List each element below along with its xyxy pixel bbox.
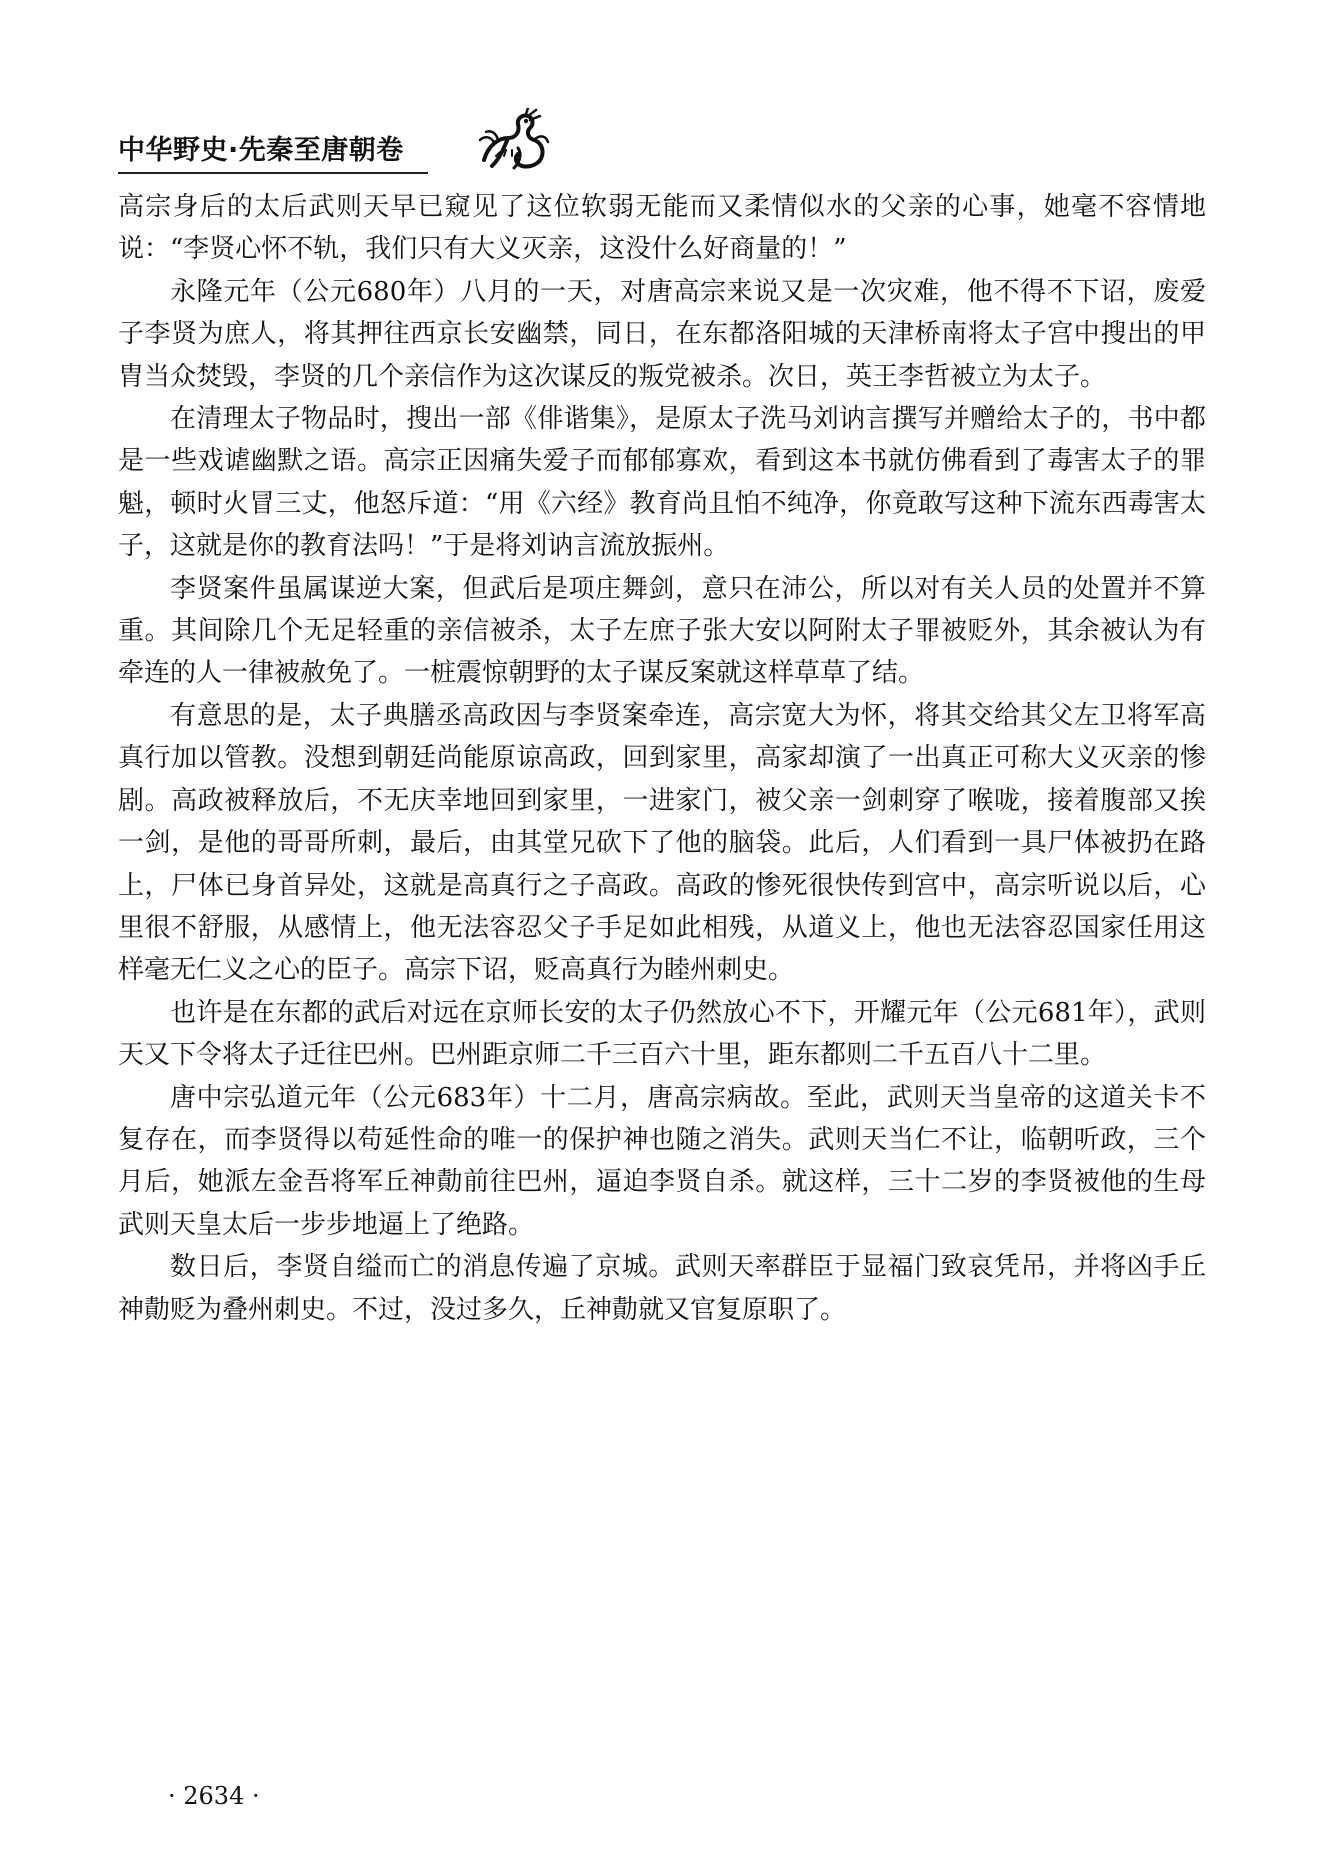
running-header [118, 108, 558, 178]
paragraph: 数日后，李贤自缢而亡的消息传遍了京城。武则天率群臣于显福门致哀凭吊，并将凶手丘神勣贬为叠州刺史。不过，没过多久，丘神勣就又官复原职了。 [118, 1252, 1206, 1325]
paragraph: 永隆元年（公元680年）八月的一天，对唐高宗来说又是一次灾难，他不得不下诏，废爱子李贤为庶人，将其押往西京长安幽禁，同日，在东都洛阳城的天津桥南将太子宫中搜出的甲胄当众焚毁，李贤的几个亲信作为这次谋反的叛党被杀。次日，英王李哲被立为太子。 [118, 276, 1206, 392]
paragraph: 在清理太子物品时，搜出一部《俳谐集》，是原太子洗马刘讷言撰写并赠给太子的，书中都是一些戏谑幽默之语。高宗正因痛失爱子而郁郁寡欢，看到这本书就仿佛看到了毒害太子的罪魁，顿时火冒三丈，他怒斥道：“用《六经》教育尚且怕不纯净，你竟敢写这种下流东西毒害太子，这就是你的教育法吗！”于是将刘讷言流放振州。 [118, 404, 1206, 562]
article-body [118, 186, 1206, 1331]
paragraph: 也许是在东都的武后对远在京师长安的太子仍然放心不下，开耀元年（公元681年），武则天又下令将太子迁往巴州。巴州距京师二千三百六十里，距东都则二千五百八十二里。 [118, 997, 1206, 1071]
paragraph: 高宗身后的太后武则天早已窥见了这位软弱无能而又柔情似水的父亲的心事，她毫不容情地说：“李贤心怀不轨，我们只有大义灭亲，这没什么好商量的！” [118, 192, 1206, 265]
header-rule [118, 172, 428, 174]
dragon-emblem-icon [470, 108, 552, 174]
book-title: 中华野史·先秦至唐朝卷 [118, 135, 404, 166]
paragraph: 有意思的是，太子典膳丞高政因与李贤案牵连，高宗宽大为怀，将其交给其父左卫将军高真行加以管教。没想到朝廷尚能原谅高政，回到家里，高家却演了一出真正可称大义灭亲的惨剧。高政被释放后，不无庆幸地回到家里，一进家门，被父亲一剑刺穿了喉咙，接着腹部又挨一剑，是他的哥哥所刺，最后，由其堂兄砍下了他的脑袋。此后，人们看到一具尸体被扔在路上，尸体已身首异处，这就是高真行之子高政。高政的惨死很快传到宫中，高宗听说以后，心里很不舒服，从感情上，他无法容忍父子手足如此相残，从道义上，他也无法容忍国家任用这样毫无仁义之心的臣子。高宗下诏，贬高真行为睦州刺史。 [118, 700, 1206, 986]
paragraph: 李贤案件虽属谋逆大案，但武后是项庄舞剑，意只在沛公，所以对有关人员的处置并不算重。其间除几个无足轻重的亲信被杀，太子左庶子张大安以阿附太子罪被贬外，其余被认为有牵连的人一律被赦免了。一桩震惊朝野的太子谋反案就这样草草了结。 [118, 573, 1206, 689]
page-number: · 2634 · [168, 1782, 260, 1810]
paragraph: 唐中宗弘道元年（公元683年）十二月，唐高宗病故。至此，武则天当皇帝的这道关卡不复存在，而李贤得以苟延性命的唯一的保护神也随之消失。武则天当仁不让，临朝听政，三个月后，她派左金吾将军丘神勣前往巴州，逼迫李贤自杀。就这样，三十二岁的李贤被他的生母武则天皇太后一步步地逼上了绝路。 [118, 1082, 1206, 1240]
